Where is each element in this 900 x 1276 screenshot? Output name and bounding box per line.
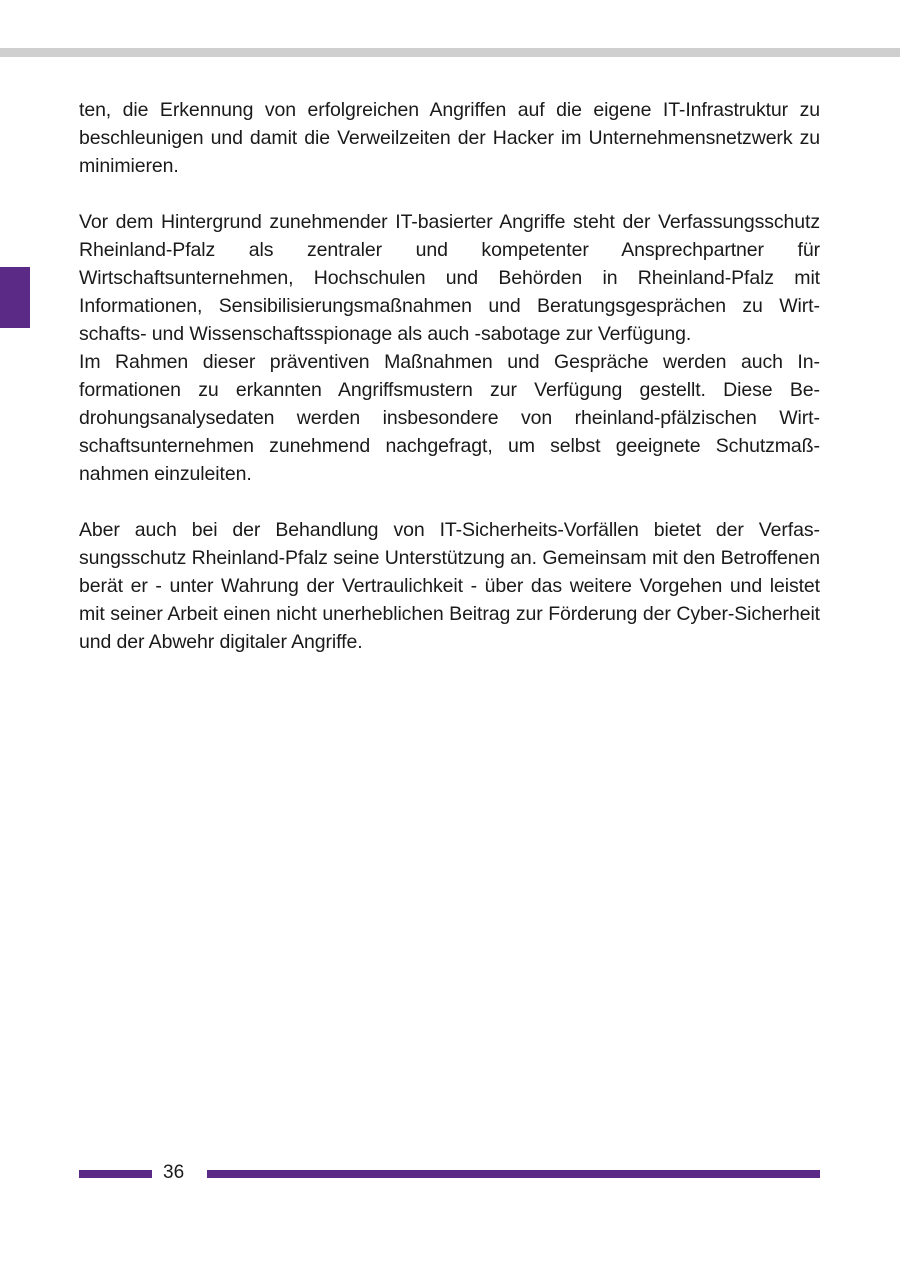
paragraph-4: Aber auch bei der Behandlung von IT-Sicherheits-Vorfällen bietet der Verfassungsschutz Rheinland-Pfalz seine Unterstützung an. Gemeinsam mit den Betroffenen berät er - unter Wahrung der Vertraulichkeit - über das weitere Vorgehen und leistet mit seiner Arbeit einen nicht unerheblichen Beitrag zur Förderung der Cyber-Sicherheit und der Abwehr digitaler Angriffe.: [79, 519, 820, 653]
footer-bar-right: [207, 1170, 820, 1178]
page-footer: [79, 1160, 820, 1186]
header-rule: [0, 48, 900, 57]
paragraph-2: Vor dem Hintergrund zunehmender IT-basierter Angriffe steht der Verfassungsschutz Rheinland-Pfalz als zentraler und kompetenter Ansprechpartner für Wirtschaftsunternehmen, Hochschulen und Behörden in Rheinland-Pfalz mit Informationen, Sensibilisierungsmaßnahmen und Beratungsgesprächen zu Wirtschafts- und Wissenschaftsspionage als auch -sabotage zur Verfügung.: [79, 211, 820, 345]
paragraph-1: ten, die Erkennung von erfolgreichen Angriffen auf die eigene IT-Infrastruktur zu beschleunigen und damit die Verweilzeiten der Hacker im Unternehmensnetzwerk zu minimieren.: [79, 99, 820, 177]
footer-bar-left: [79, 1170, 152, 1178]
page-number: 36: [163, 1162, 185, 1183]
paragraph-3: Im Rahmen dieser präventiven Maßnahmen und Gespräche werden auch Informationen zu erkannten Angriffsmustern zur Verfügung gestellt. Diese Bedrohungsanalysedaten werden insbesondere von rheinland-pfälzischen Wirtschaftsunternehmen zunehmend nachgefragt, um selbst geeignete Schutzmaßnahmen einzuleiten.: [79, 351, 820, 485]
body-text: [79, 96, 820, 656]
chapter-marker: [0, 267, 30, 328]
